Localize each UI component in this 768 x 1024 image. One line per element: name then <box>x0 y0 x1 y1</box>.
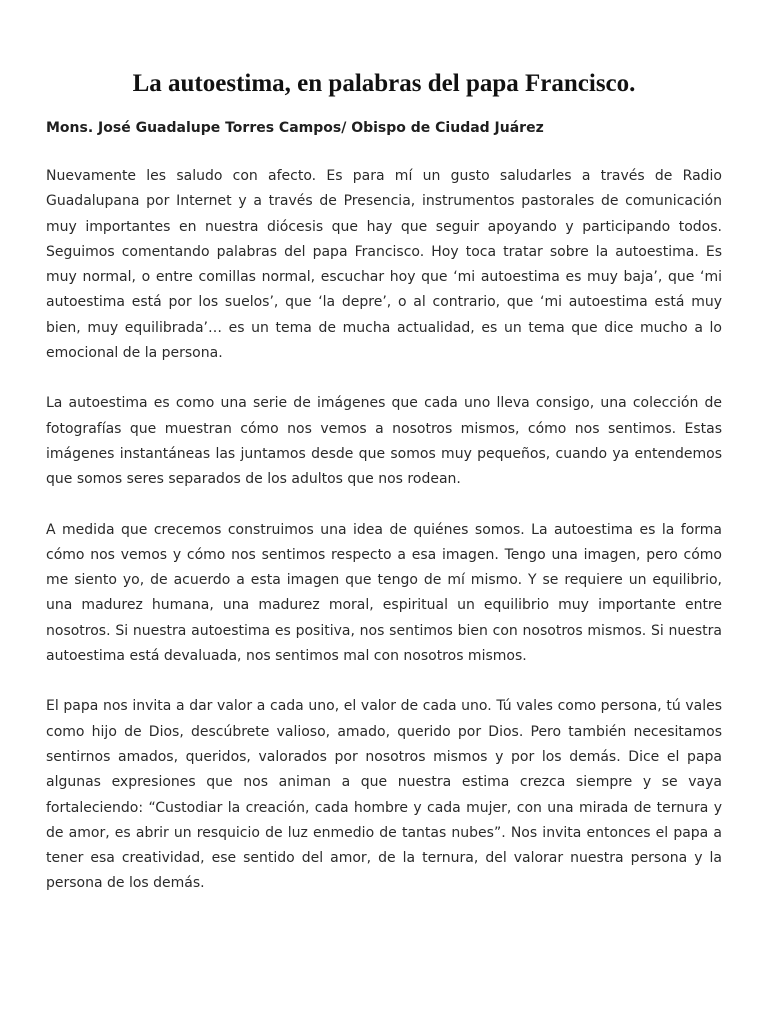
paragraph-3: A medida que crecemos construimos una idea de quiénes somos. La autoestima es la forma cómo nos vemos y cómo nos sentimos respecto a esa imagen. Tengo una imagen, pero cómo me siento yo, de acuerdo a esta imagen que tengo de mí mismo. Y se requiere un equilibrio, una madurez humana, una madurez moral, espiritual un equilibrio muy importante entre nosotros. Si nuestra autoestima es positiva, nos sentimos bien con nosotros mismos. Si nuestra autoestima está devaluada, nos sentimos mal con nosotros mismos. <box>46 521 722 665</box>
paragraph-4: El papa nos invita a dar valor a cada uno, el valor de cada uno. Tú vales como persona, tú vales como hijo de Dios, descúbrete valioso, amado, querido por Dios. Pero también necesitamos sentirnos amados, queridos, valorados por nosotros mismos y por los demás. Dice el papa algunas expresiones que nos animan a que nuestra estima crezca siempre y se vaya fortaleciendo: “Custodiar la creación, cada hombre y cada mujer, con una mirada de ternura y de amor, es abrir un resquicio de luz enmedio de tantas nubes”. Nos invita entonces el papa a tener esa creatividad, ese sentido del amor, de la ternura, del valorar nuestra persona y la persona de los demás. <box>46 698 722 892</box>
paragraph-1: Nuevamente les saludo con afecto. Es para mí un gusto saludarles a través de Radio Guadalupana por Internet y a través de Presencia, instrumentos pastorales de comunicación muy importantes en nuestra diócesis que hay que seguir apoyando y participando todos. Seguimos comentando palabras del papa Francisco. Hoy toca tratar sobre la autoestima. Es muy normal, o entre comillas normal, escuchar hoy que ‘mi autoestima es muy baja’, que ‘mi autoestima está por los suelos’, que ‘la depre’, o al contrario, que ‘mi autoestima está muy bien, muy equilibrada’… es un tema de mucha actualidad, es un tema que dice mucho a lo emocional de la persona. <box>46 168 722 362</box>
paragraph-2: La autoestima es como una serie de imágenes que cada uno lleva consigo, una colección de fotografías que muestran cómo nos vemos a nosotros mismos, cómo nos sentimos. Estas imágenes instantáneas las juntamos desde que somos muy pequeños, cuando ya entendemos que somos seres separados de los adultos que nos rodean. <box>46 395 722 488</box>
author-byline: Mons. José Guadalupe Torres Campos/ Obispo de Ciudad Juárez <box>46 120 544 136</box>
document-title: La autoestima, en palabras del papa Francisco. <box>132 70 636 97</box>
